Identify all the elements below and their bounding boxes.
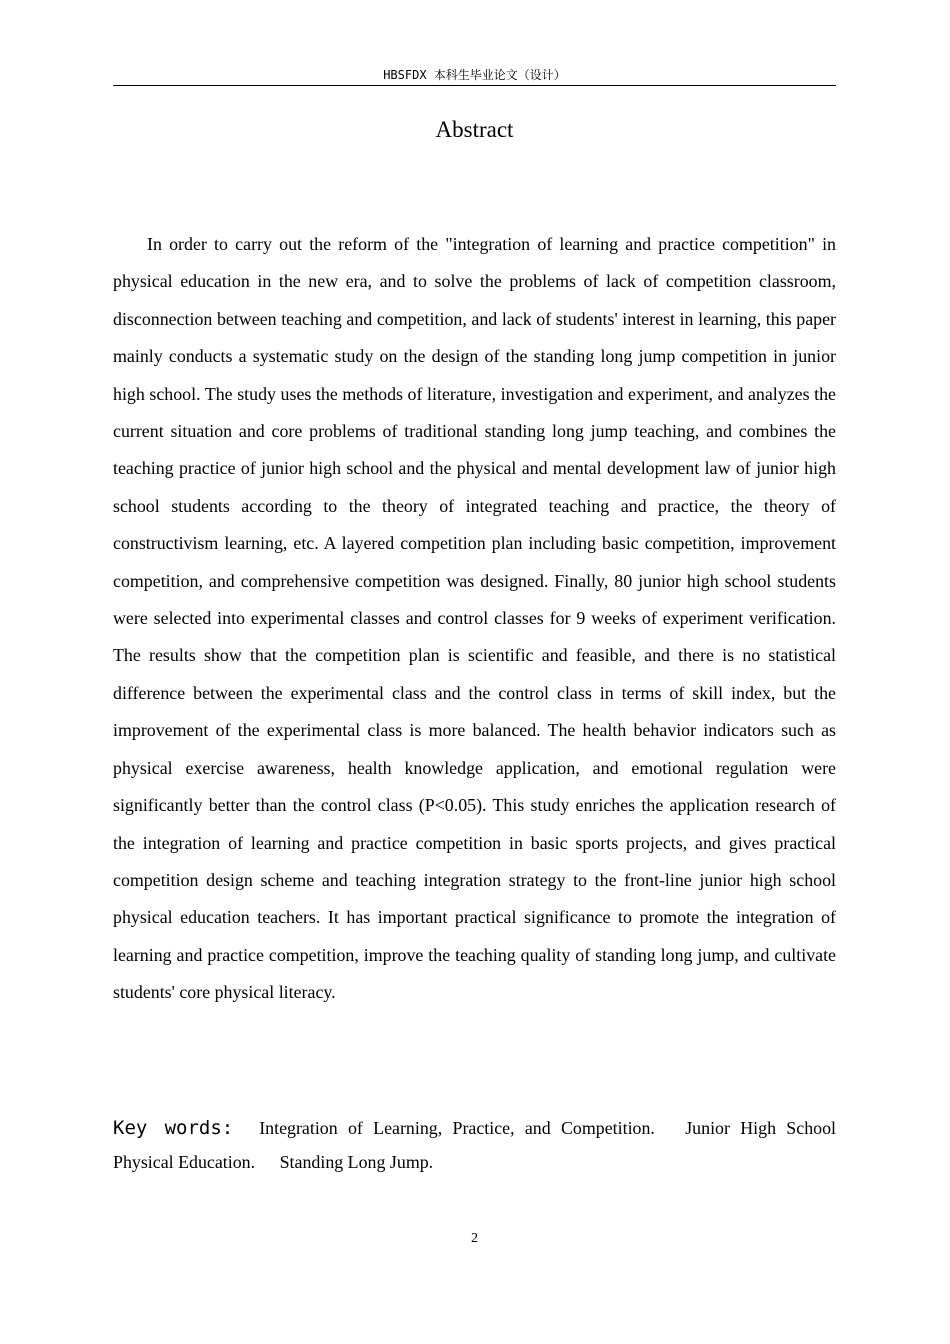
abstract-body: In order to carry out the reform of the "integration of learning and practice competition" in physical education in the new era, and to solve the problems of lack of competition classroom, disconnection between teaching and competition, and lack of students' interest in learning, this paper mainly conducts a systematic study on the design of the standing long jump competition in junior high school. The study uses the methods of literature, investigation and experiment, and analyzes the current situation and core problems of traditional standing long jump teaching, and combines the teaching practice of junior high school and the physical and mental development law of junior high school students according to the theory of integrated teaching and practice, the theory of constructivism learning, etc. A layered competition plan including basic competition, improvement competition, and comprehensive competition was designed. Finally, 80 junior high school students were selected into experimental classes and control classes for 9 weeks of experiment verification. The results show that the competition plan is scientific and feasible, and there is no statistical difference between the experimental class and the control class in terms of skill index, but the improvement of the experimental class is more balanced. The health behavior indicators such as physical exercise awareness, health knowledge application, and emotional regulation were significantly better than the control class (P<0.05). This study enriches the application research of the integration of learning and practice competition in basic sports projects, and gives practical competition design scheme and teaching integration strategy to the front-line junior high school physical education teachers. It has important practical significance to promote the integration of learning and practice competition, improve the teaching quality of standing long jump, and cultivate students' core physical literacy. (113, 234, 836, 1003)
header-rule (113, 85, 836, 86)
keyword-item: Standing Long Jump. (279, 1152, 434, 1172)
page-number: 2 (471, 1231, 478, 1246)
running-header: HBSFDX 本科生毕业论文（设计） (383, 68, 566, 82)
keyword-item: Junior High School Physical Education. (113, 1118, 836, 1172)
abstract-title: Abstract (435, 117, 514, 142)
keywords-label: Key words: (113, 1117, 234, 1139)
keyword-item: Integration of Learning, Practice, and Competition. (259, 1118, 655, 1138)
keywords-section (113, 1111, 836, 1179)
